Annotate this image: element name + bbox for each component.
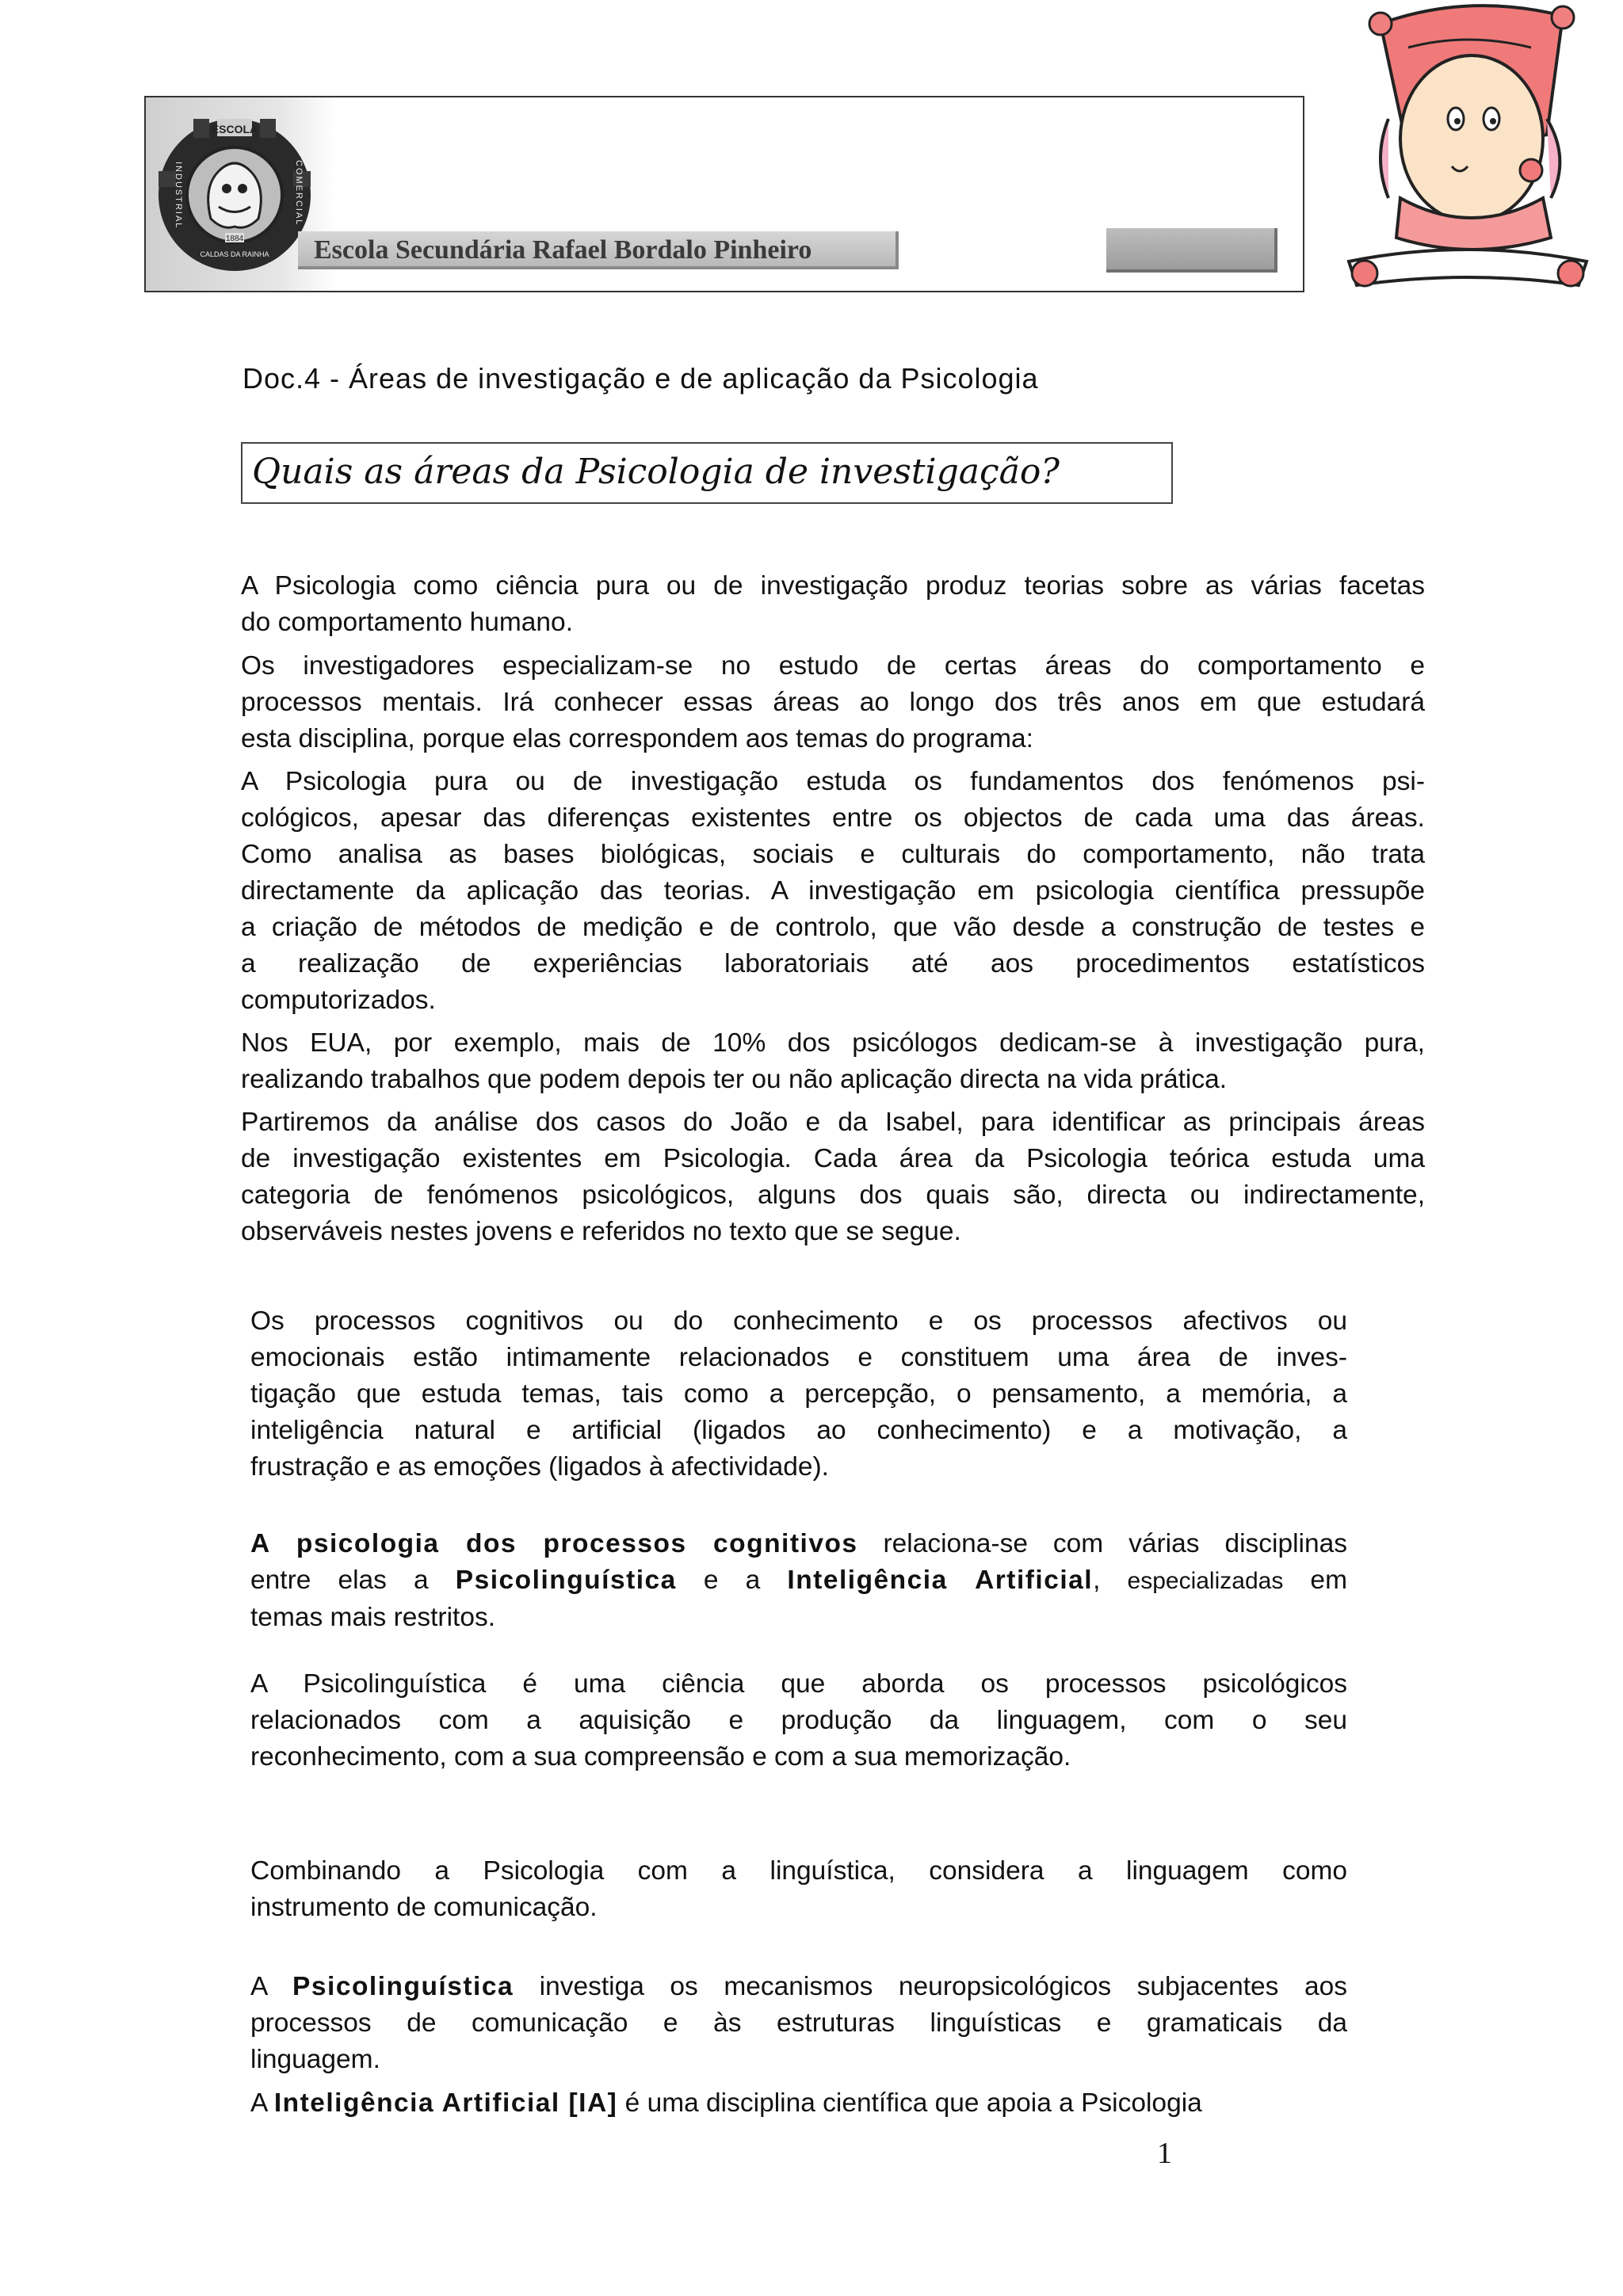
body-paragraph-5	[241, 1104, 1425, 1250]
text-line: directamente da aplicação das teorias. A investigação em psicologia científica pressupõe	[241, 876, 1425, 906]
text-line: A Psicologia pura ou de investigação estuda os fundamentos dos fenómenos psi-	[241, 767, 1425, 796]
text-line: realizando trabalhos que podem depois ter ou não aplicação directa na vida prática.	[241, 1065, 1228, 1094]
text-line: instrumento de comunicação.	[250, 1893, 598, 1922]
school-emblem	[155, 116, 314, 274]
cartoon-character-icon	[1333, 0, 1602, 299]
body-paragraph-4	[241, 1025, 1425, 1098]
bold-term: Psicolinguística	[292, 1972, 514, 2001]
text-line: reconhecimento, com a sua compreensão e com a sua memorização.	[250, 1742, 1071, 1772]
text-line: emocionais estão intimamente relacionados e constituem uma área de inves-	[250, 1343, 1347, 1372]
text-line: Os investigadores especializam-se no estudo de certas áreas do comportamento e	[241, 651, 1425, 681]
inset-paragraph-3	[250, 1666, 1347, 1775]
emblem-left-text: INDUSTRIAL	[174, 162, 183, 230]
text-line: processos de comunicação e às estruturas linguísticas e gramaticais da	[250, 2008, 1347, 2038]
text-line: Partiremos da análise dos casos do João e da Isabel, para identificar as principais áreas	[241, 1108, 1425, 1137]
text-line: a criação de métodos de medição e de controlo, que vão desde a construção de testes e	[241, 913, 1425, 942]
text-line: tigação que estuda temas, tais como a percepção, o pensamento, a memória, a	[250, 1379, 1347, 1409]
text-line: A Psicolinguística é uma ciência que aborda os processos psicológicos	[250, 1669, 1347, 1699]
text-line: a realização de experiências laboratoriais até aos procedimentos estatísticos	[241, 949, 1425, 978]
bold-term: A psicologia dos processos cognitivos	[250, 1529, 858, 1558]
body-paragraph-3	[241, 764, 1425, 1019]
bold-term: Inteligência Artificial [IA]	[273, 2088, 618, 2118]
emblem-top-text: ESCOLA	[211, 123, 258, 135]
inset-paragraph-1	[250, 1303, 1347, 1486]
inset-paragraph-2	[250, 1526, 1347, 1636]
text-line: computorizados.	[241, 986, 436, 1015]
emblem-bottom-text: CALDAS DA RAINHA	[200, 250, 269, 258]
text-line: processos mentais. Irá conhecer essas áreas ao longo dos três anos em que estudará	[241, 688, 1425, 717]
text-line: cológicos, apesar das diferenças existentes entre os objectos de cada uma das áreas.	[241, 803, 1425, 833]
page-number: 1	[1157, 2137, 1172, 2170]
text-line: entre elas a Psicolinguística e a Inteligência Artificial, especializadas em	[250, 1566, 1347, 1595]
text-line: Os processos cognitivos ou do conhecimento e os processos afectivos ou	[250, 1306, 1347, 1336]
text-line: A Psicologia como ciência pura ou de investigação produz teorias sobre as várias facetas	[241, 571, 1425, 601]
text-line: esta disciplina, porque elas correspondem aos temas do programa:	[241, 724, 1033, 753]
text-line: observáveis nestes jovens e referidos no texto que se segue.	[241, 1217, 961, 1246]
school-name: Escola Secundária Rafael Bordalo Pinheiro	[314, 235, 812, 265]
text-line: A psicologia dos processos cognitivos relaciona-se com várias disciplinas	[250, 1529, 1347, 1558]
text-line: inteligência natural e artificial (ligados ao conhecimento) e a motivação, a	[250, 1416, 1347, 1445]
emblem-year: 1884	[225, 235, 244, 243]
text-line: Nos EUA, por exemplo, mais de 10% dos psicólogos dedicam-se à investigação pura,	[241, 1028, 1425, 1058]
text-line: relacionados com a aquisição e produção da linguagem, com o seu	[250, 1706, 1347, 1735]
text-line: A Inteligência Artificial [IA] é uma disciplina científica que apoia a Psicologia	[250, 2088, 1202, 2118]
body-paragraph-2	[241, 648, 1425, 757]
inset-paragraph-4	[250, 1853, 1347, 1926]
emblem-creature-icon	[208, 163, 262, 227]
text-line: temas mais restritos.	[250, 1603, 496, 1632]
text-line: de investigação existentes em Psicologia. Cada área da Psicologia teórica estuda uma	[241, 1144, 1425, 1173]
body-paragraph-1	[241, 568, 1425, 641]
doc-title: Doc.4 - Áreas de investigação e de aplicação da Psicologia	[242, 362, 1039, 395]
text-line: frustração e as emoções (ligados à afectividade).	[250, 1452, 829, 1482]
text-line: linguagem.	[250, 2045, 380, 2074]
inset-paragraph-5	[250, 1969, 1347, 2078]
text-line: Como analisa as bases biológicas, sociais e culturais do comportamento, não trata	[241, 840, 1425, 869]
emblem-right-text: COMERCIAL	[294, 160, 304, 227]
text-line: Combinando a Psicologia com a linguística, considera a linguagem como	[250, 1856, 1347, 1886]
bold-term: Psicolinguística	[455, 1566, 677, 1595]
text-line: do comportamento humano.	[241, 608, 573, 637]
text-line: A Psicolinguística investiga os mecanismos neuropsicológicos subjacentes aos	[250, 1972, 1347, 2001]
inset-paragraph-6	[250, 2085, 1347, 2122]
bold-term: Inteligência Artificial	[787, 1566, 1094, 1595]
question-text: Quais as áreas da Psicologia de investigação?	[252, 452, 1060, 492]
header-right-bar	[1106, 228, 1277, 273]
text-line: categoria de fenómenos psicológicos, alguns dos quais são, directa ou indirectamente,	[241, 1180, 1425, 1210]
